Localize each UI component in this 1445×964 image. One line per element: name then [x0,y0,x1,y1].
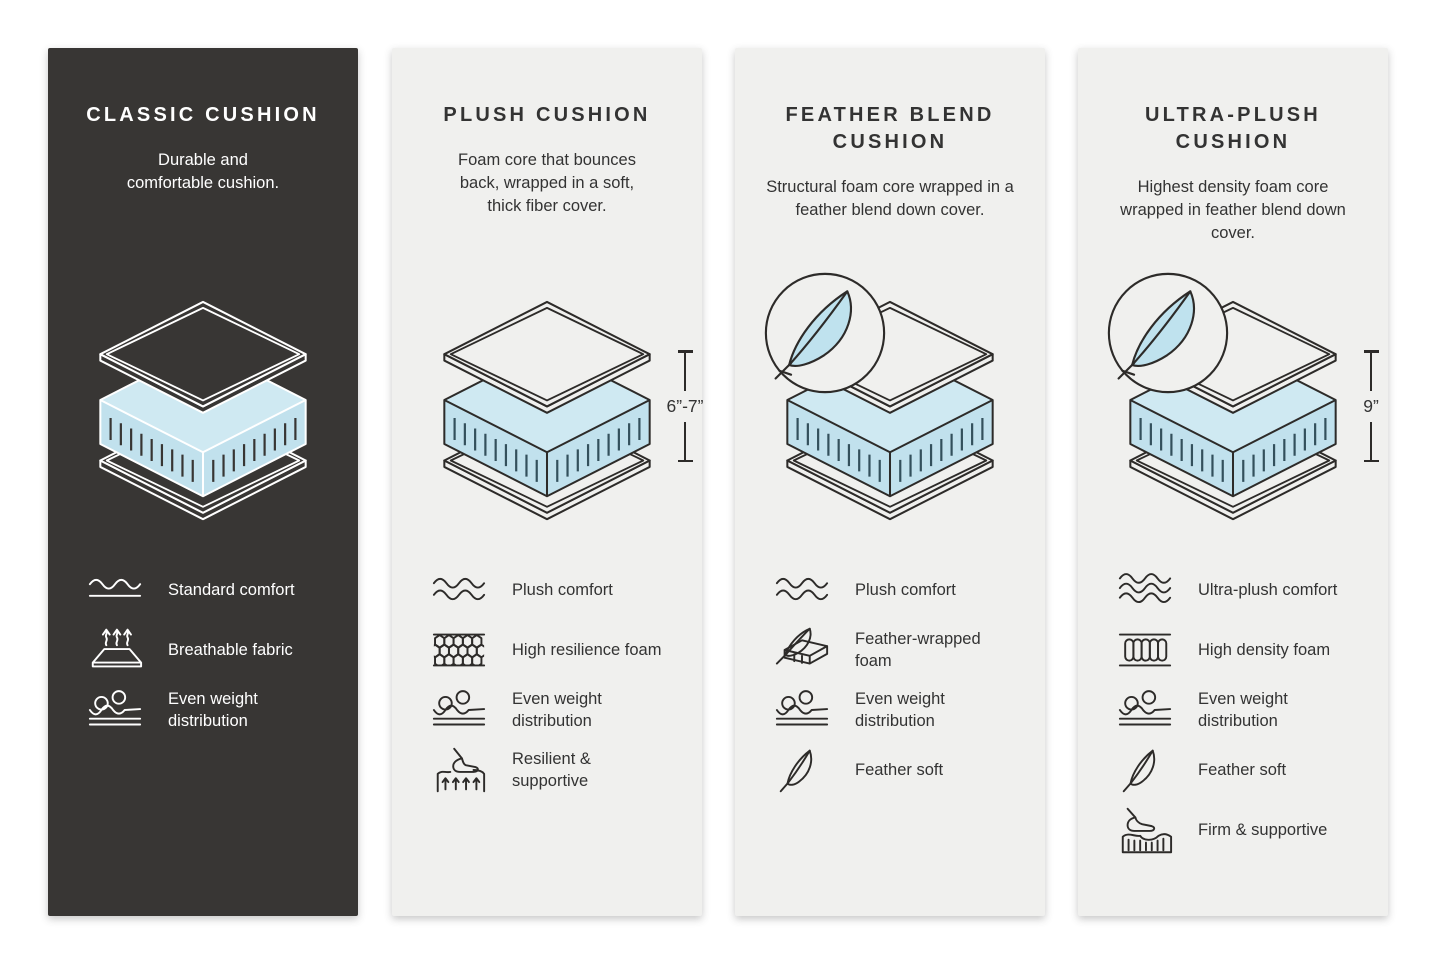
feature-label: Standard comfort [168,581,295,599]
panel-description: Structural foam core wrapped in a feather blend down cover. [766,178,1014,219]
even-weight-icon [86,686,144,734]
panel-description: Durable and comfortable cushion. [126,151,280,192]
feature-label: Even weight distribution [1198,690,1288,730]
panel-description: Foam core that bounces back, wrapped in a soft, thick fiber cover. [458,151,636,215]
panel-title: FEATHER BLEND CUSHION [785,104,995,153]
illustration-area [392,254,702,554]
feature-row [1116,686,1362,734]
breathable-fabric-icon [86,626,144,674]
feature-row [86,686,332,734]
feature-row [430,566,676,614]
feature-row [1116,566,1362,614]
illustration-area [735,254,1045,554]
panel-title: CLASSIC CUSHION [86,104,320,126]
height-measurement [655,350,715,462]
feature-label: Ultra-plush comfort [1198,581,1338,599]
even-weight-icon [773,686,831,734]
illustration-area [48,254,358,554]
panel-header [735,48,1045,254]
feature-label: High resilience foam [512,641,662,659]
illustration-area [1078,254,1388,554]
feature-row [1116,746,1362,794]
cushion-layers-illustration [93,300,313,522]
feather-badge-icon [1105,270,1231,396]
measure-bottom-cap [678,460,693,463]
feature-row [430,626,676,674]
measure-bottom-cap [1364,460,1379,463]
feature-row [773,566,1019,614]
resilience-foam-icon [430,626,488,674]
measure-line [1370,353,1373,391]
panel-feather-blend-cushion [735,48,1045,916]
panel-description: Highest density foam core wrapped in feather blend down cover. [1120,178,1346,242]
feature-label: Resilient & supportive [512,750,591,790]
resilient-supportive-icon [430,746,488,794]
feature-label: Breathable fabric [168,641,293,659]
feature-list [735,554,1045,794]
feature-label: Feather-wrapped foam [855,630,981,670]
panel-title: ULTRA-PLUSH CUSHION [1145,104,1321,153]
feature-row [430,686,676,734]
feather-wrapped-foam-icon [773,626,831,674]
even-weight-icon [430,686,488,734]
feather-soft-icon [773,746,831,794]
measure-line [684,353,687,391]
measure-label: 6”-7” [666,395,704,416]
feature-label: Feather soft [855,761,944,779]
feature-row [86,626,332,674]
density-foam-icon [1116,626,1174,674]
feature-label: Feather soft [1198,761,1287,779]
feature-list [48,554,358,734]
panel-header [48,48,358,254]
comfort-wave-icon [1116,566,1174,614]
feature-label: Plush comfort [855,581,956,599]
feature-label: Plush comfort [512,581,613,599]
feature-row [1116,626,1362,674]
feature-row [773,746,1019,794]
panel-header [1078,48,1388,254]
panel-header [392,48,702,254]
feature-list [392,554,702,794]
comfort-wave-icon [773,566,831,614]
feature-list [1078,554,1388,854]
feature-label: Firm & supportive [1198,821,1328,839]
comfort-wave-icon [86,566,144,614]
feature-label: Even weight distribution [168,690,258,730]
panel-plush-cushion [392,48,702,916]
cushion-layers-illustration [437,300,657,522]
feature-label: Even weight distribution [855,690,945,730]
panel-classic-cushion [48,48,358,916]
feature-row [773,686,1019,734]
measure-label: 9” [1363,395,1379,416]
feather-badge-icon [762,270,888,396]
firm-supportive-icon [1116,806,1174,854]
panel-ultra-plush-cushion [1078,48,1388,916]
height-measurement [1341,350,1401,462]
feature-row [1116,806,1362,854]
comfort-wave-icon [430,566,488,614]
even-weight-icon [1116,686,1174,734]
measure-line [684,422,687,460]
feature-row [773,626,1019,674]
feature-row [86,566,332,614]
feature-label: Even weight distribution [512,690,602,730]
feather-soft-icon [1116,746,1174,794]
feature-row [430,746,676,794]
panel-title: PLUSH CUSHION [443,104,651,126]
measure-line [1370,422,1373,460]
feature-label: High density foam [1198,641,1331,659]
